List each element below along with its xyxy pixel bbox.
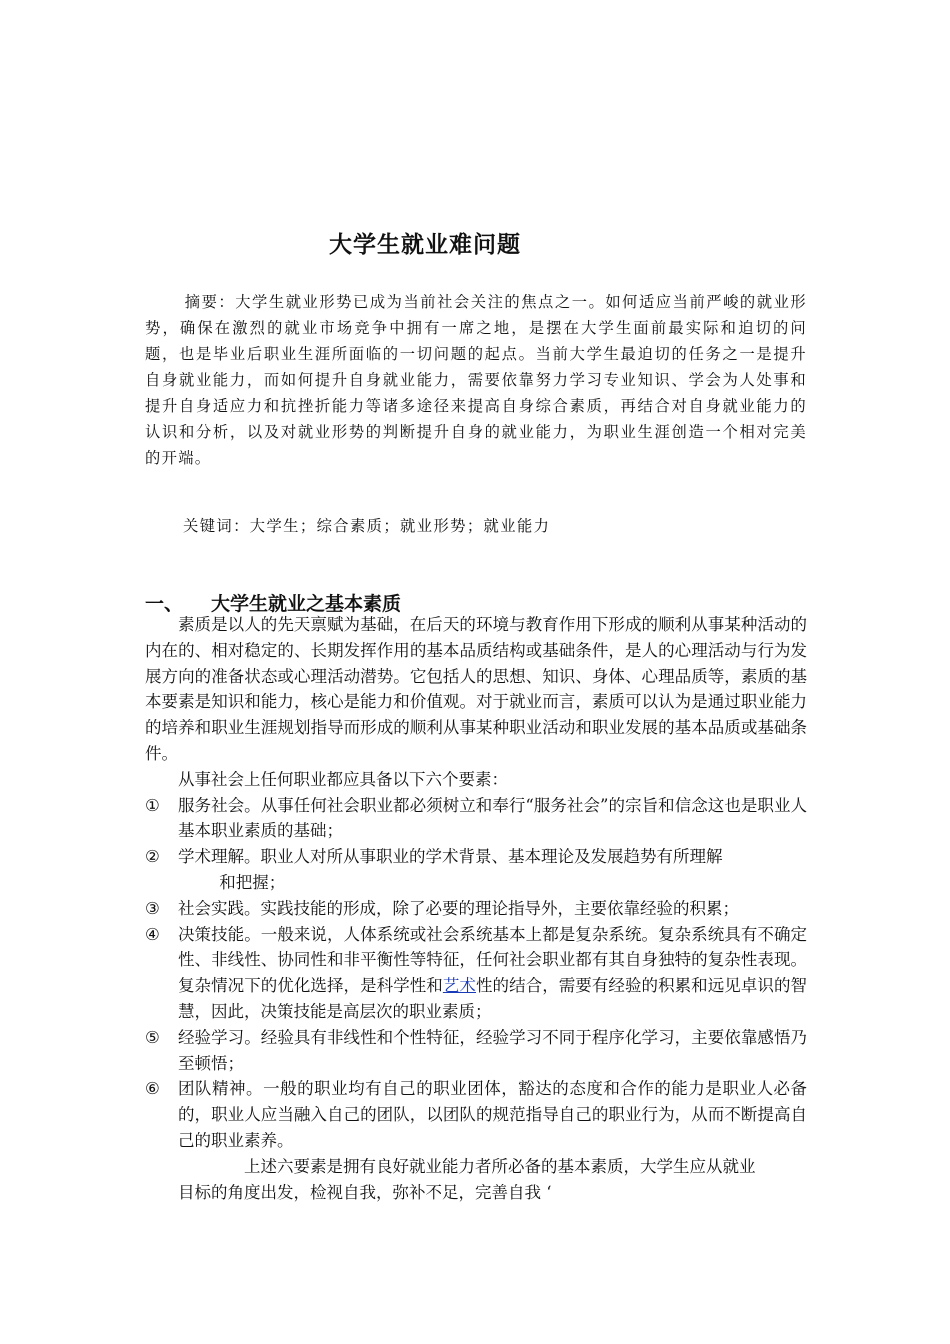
list-item-text: 经验学习。经验具有非线性和个性特征，经验学习不同于程序化学习，主要依靠感悟乃至顿悟； (178, 1027, 807, 1073)
hyperlink-art[interactable]: 艺术 (442, 976, 476, 996)
list-item (145, 844, 807, 896)
paragraph: 素质是以人的先天禀赋为基础，在后天的环境与教育作用下形成的顺利从事某种活动的内在的、相对稳定的、长期发挥作用的基本品质结构或基础条件，是人的心理活动与行为发展方向的准备状态或心理活动潜势。它包括人的思想、知识、身体、心理品质等，素质的基本要素是知识和能力，核心是能力和价值观。对于就业而言，素质可以认为是通过职业能力的培养和职业生涯规划指导而形成的顺利从事某种职业活动和职业发展的基本品质或基础条件。 (145, 615, 807, 763)
section-number: 一、 (145, 593, 184, 615)
list-item-text (178, 844, 807, 896)
list-item (145, 1076, 807, 1153)
list-item-text (178, 922, 807, 1025)
summary-paragraph-line: 目标的角度出发，检视自我，弥补不足，完善自我 ‘ (178, 1182, 552, 1202)
text-run: 性的结合，需要有经验的积累和远见卓识的智慧，因此，决策技能是高层次的职业素质； (178, 976, 808, 1021)
list-marker: ⑤ (145, 1027, 160, 1047)
section-body (145, 612, 807, 1205)
list-item-text: 服务社会。从事任何社会职业都必须树立和奉行“服务社会”的宗旨和信念这也是职业人基本职业素质的基础； (178, 795, 807, 841)
section-title: 大学生就业之基本素质 (211, 593, 402, 615)
text-run: 决策技能。一般来说，人体系统或社会系统基本上都是复杂系统。复杂系统具有不确定性、非线性、协同性和非平衡性等特征，任何社会职业都有其自身独特的复杂性表现。复杂情况下的优化选择，是科学性和 (178, 924, 807, 996)
list-marker: ④ (145, 924, 160, 944)
abstract: 摘要：大学生就业形势已成为当前社会关注的焦点之一。如何适应当前严峻的就业形势，确保在激烈的就业市场竞争中拥有一席之地，是摆在大学生面前最实际和迫切的问题，也是毕业后职业生涯所面临的一切问题的起点。当前大学生最迫切的任务之一是提升自身就业能力，而如何提升自身就业能力，需要依靠努力学习专业知识、学会为人处事和提升自身适应力和抗挫折能力等诸多途径来提高自身综合素质，再结合对自身就业能力的认识和分析，以及对就业形势的判断提升自身的就业能力，为职业生涯创造一个相对完美的开端。 (145, 293, 807, 467)
list-marker: ① (145, 795, 160, 815)
list-marker: ② (145, 847, 160, 867)
keywords: 关键词：大学生；综合素质；就业形势；就业能力 (183, 517, 551, 535)
list-item (145, 922, 807, 1025)
list-item-text: 团队精神。一般的职业均有自己的职业团体，豁达的态度和合作的能力是职业人必备的，职业人应当融入自己的团队，以团队的规范指导自己的职业行为，从而不断提高自己的职业素养。 (178, 1079, 807, 1150)
list-item (145, 793, 807, 845)
list-marker: ③ (145, 898, 160, 918)
list-item (145, 1025, 807, 1077)
list-marker: ⑥ (145, 1079, 160, 1099)
list-item-text: 社会实践。实践技能的形成，除了必要的理论指导外，主要依靠经验的积累； (178, 898, 739, 918)
summary-paragraph-line: 上述六要素是拥有良好就业能力者所必备的基本素质，大学生应从就业 (244, 1156, 756, 1176)
list-item (145, 896, 807, 922)
list-item-line: 学术理解。职业人对所从事职业的学术背景、基本理论及发展趋势有所理解 (178, 847, 723, 867)
document-title: 大学生就业难问题 (329, 232, 521, 258)
list-item-line: 和把握； (219, 872, 286, 892)
paragraph: 从事社会上任何职业都应具备以下六个要素： (178, 769, 508, 789)
